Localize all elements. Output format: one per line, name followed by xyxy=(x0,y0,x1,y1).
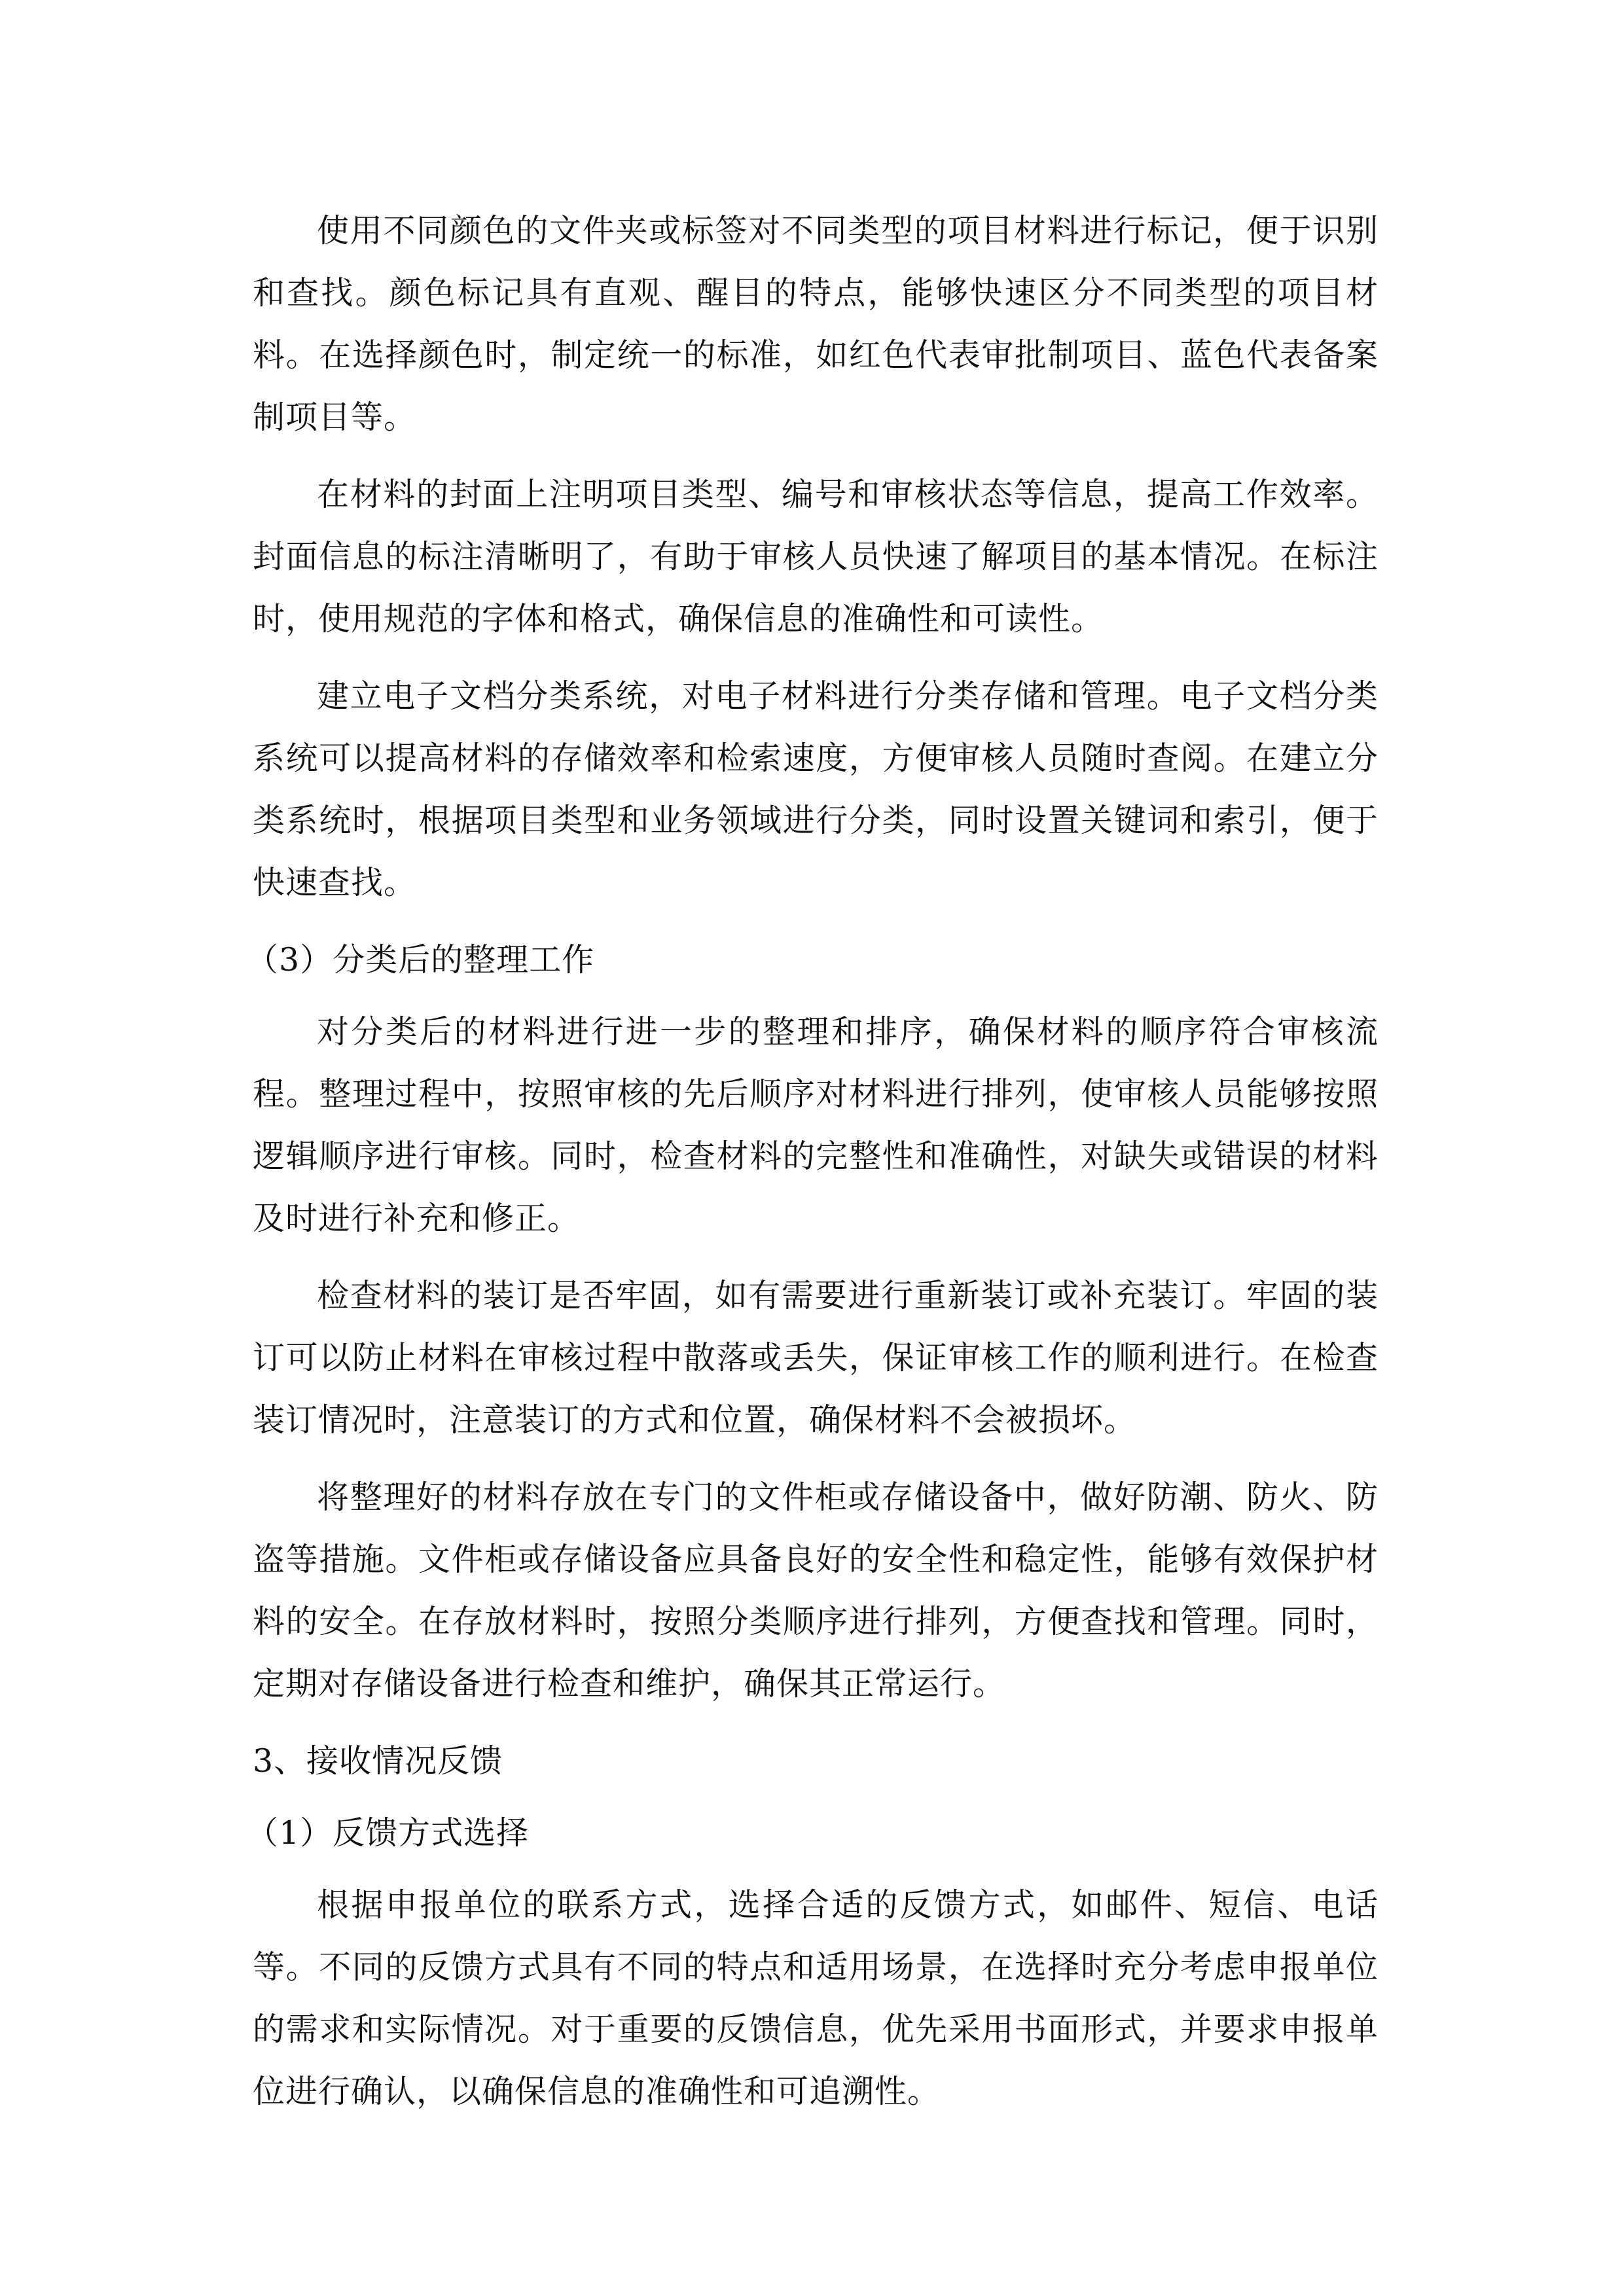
paragraph-color-labeling: 使用不同颜色的文件夹或标签对不同类型的项目材料进行标记，便于识别和查找。颜色标记具有直观、醒目的特点，能够快速区分不同类型的项目材料。在选择颜色时，制定统一的标准，如红色代表审批制项目、蓝色代表备案制项目等。 xyxy=(253,212,1379,436)
document-body xyxy=(246,200,1379,2138)
heading-receipt-feedback: 3、接收情况反馈 xyxy=(253,1742,503,1780)
subheading-post-classification: （3）分类后的整理工作 xyxy=(246,941,595,978)
paragraph-binding-check: 检查材料的装订是否牢固，如有需要进行重新装订或补充装订。牢固的装订可以防止材料在审核过程中散落或丢失，保证审核工作的顺利进行。在检查装订情况时，注意装订的方式和位置，确保材料不会被损坏。 xyxy=(253,1277,1379,1439)
paragraph-electronic-classification: 建立电子文档分类系统，对电子材料进行分类存储和管理。电子文档分类系统可以提高材料的存储效率和检索速度，方便审核人员随时查阅。在建立分类系统时，根据项目类型和业务领域进行分类，同时设置关键词和索引，便于快速查找。 xyxy=(253,677,1379,901)
paragraph-storage: 将整理好的材料存放在专门的文件柜或存储设备中，做好防潮、防火、防盗等措施。文件柜或存储设备应具备良好的安全性和稳定性，能够有效保护材料的安全。在存放材料时，按照分类顺序进行排列，方便查找和管理。同时，定期对存储设备进行检查和维护，确保其正常运行。 xyxy=(253,1479,1379,1702)
subheading-feedback-method: （1）反馈方式选择 xyxy=(246,1814,530,1852)
paragraph-sorting: 对分类后的材料进行进一步的整理和排序，确保材料的顺序符合审核流程。整理过程中，按照审核的先后顺序对材料进行排列，使审核人员能够按照逻辑顺序进行审核。同时，检查材料的完整性和准确性，对缺失或错误的材料及时进行补充和修正。 xyxy=(253,1013,1379,1237)
paragraph-cover-info: 在材料的封面上注明项目类型、编号和审核状态等信息，提高工作效率。封面信息的标注清晰明了，有助于审核人员快速了解项目的基本情况。在标注时，使用规范的字体和格式，确保信息的准确性和可读性。 xyxy=(253,476,1379,637)
paragraph-feedback-method: 根据申报单位的联系方式，选择合适的反馈方式，如邮件、短信、电话等。不同的反馈方式具有不同的特点和适用场景，在选择时充分考虑申报单位的需求和实际情况。对于重要的反馈信息，优先采用书面形式，并要求申报单位进行确认，以确保信息的准确性和可追溯性。 xyxy=(253,1886,1379,2110)
